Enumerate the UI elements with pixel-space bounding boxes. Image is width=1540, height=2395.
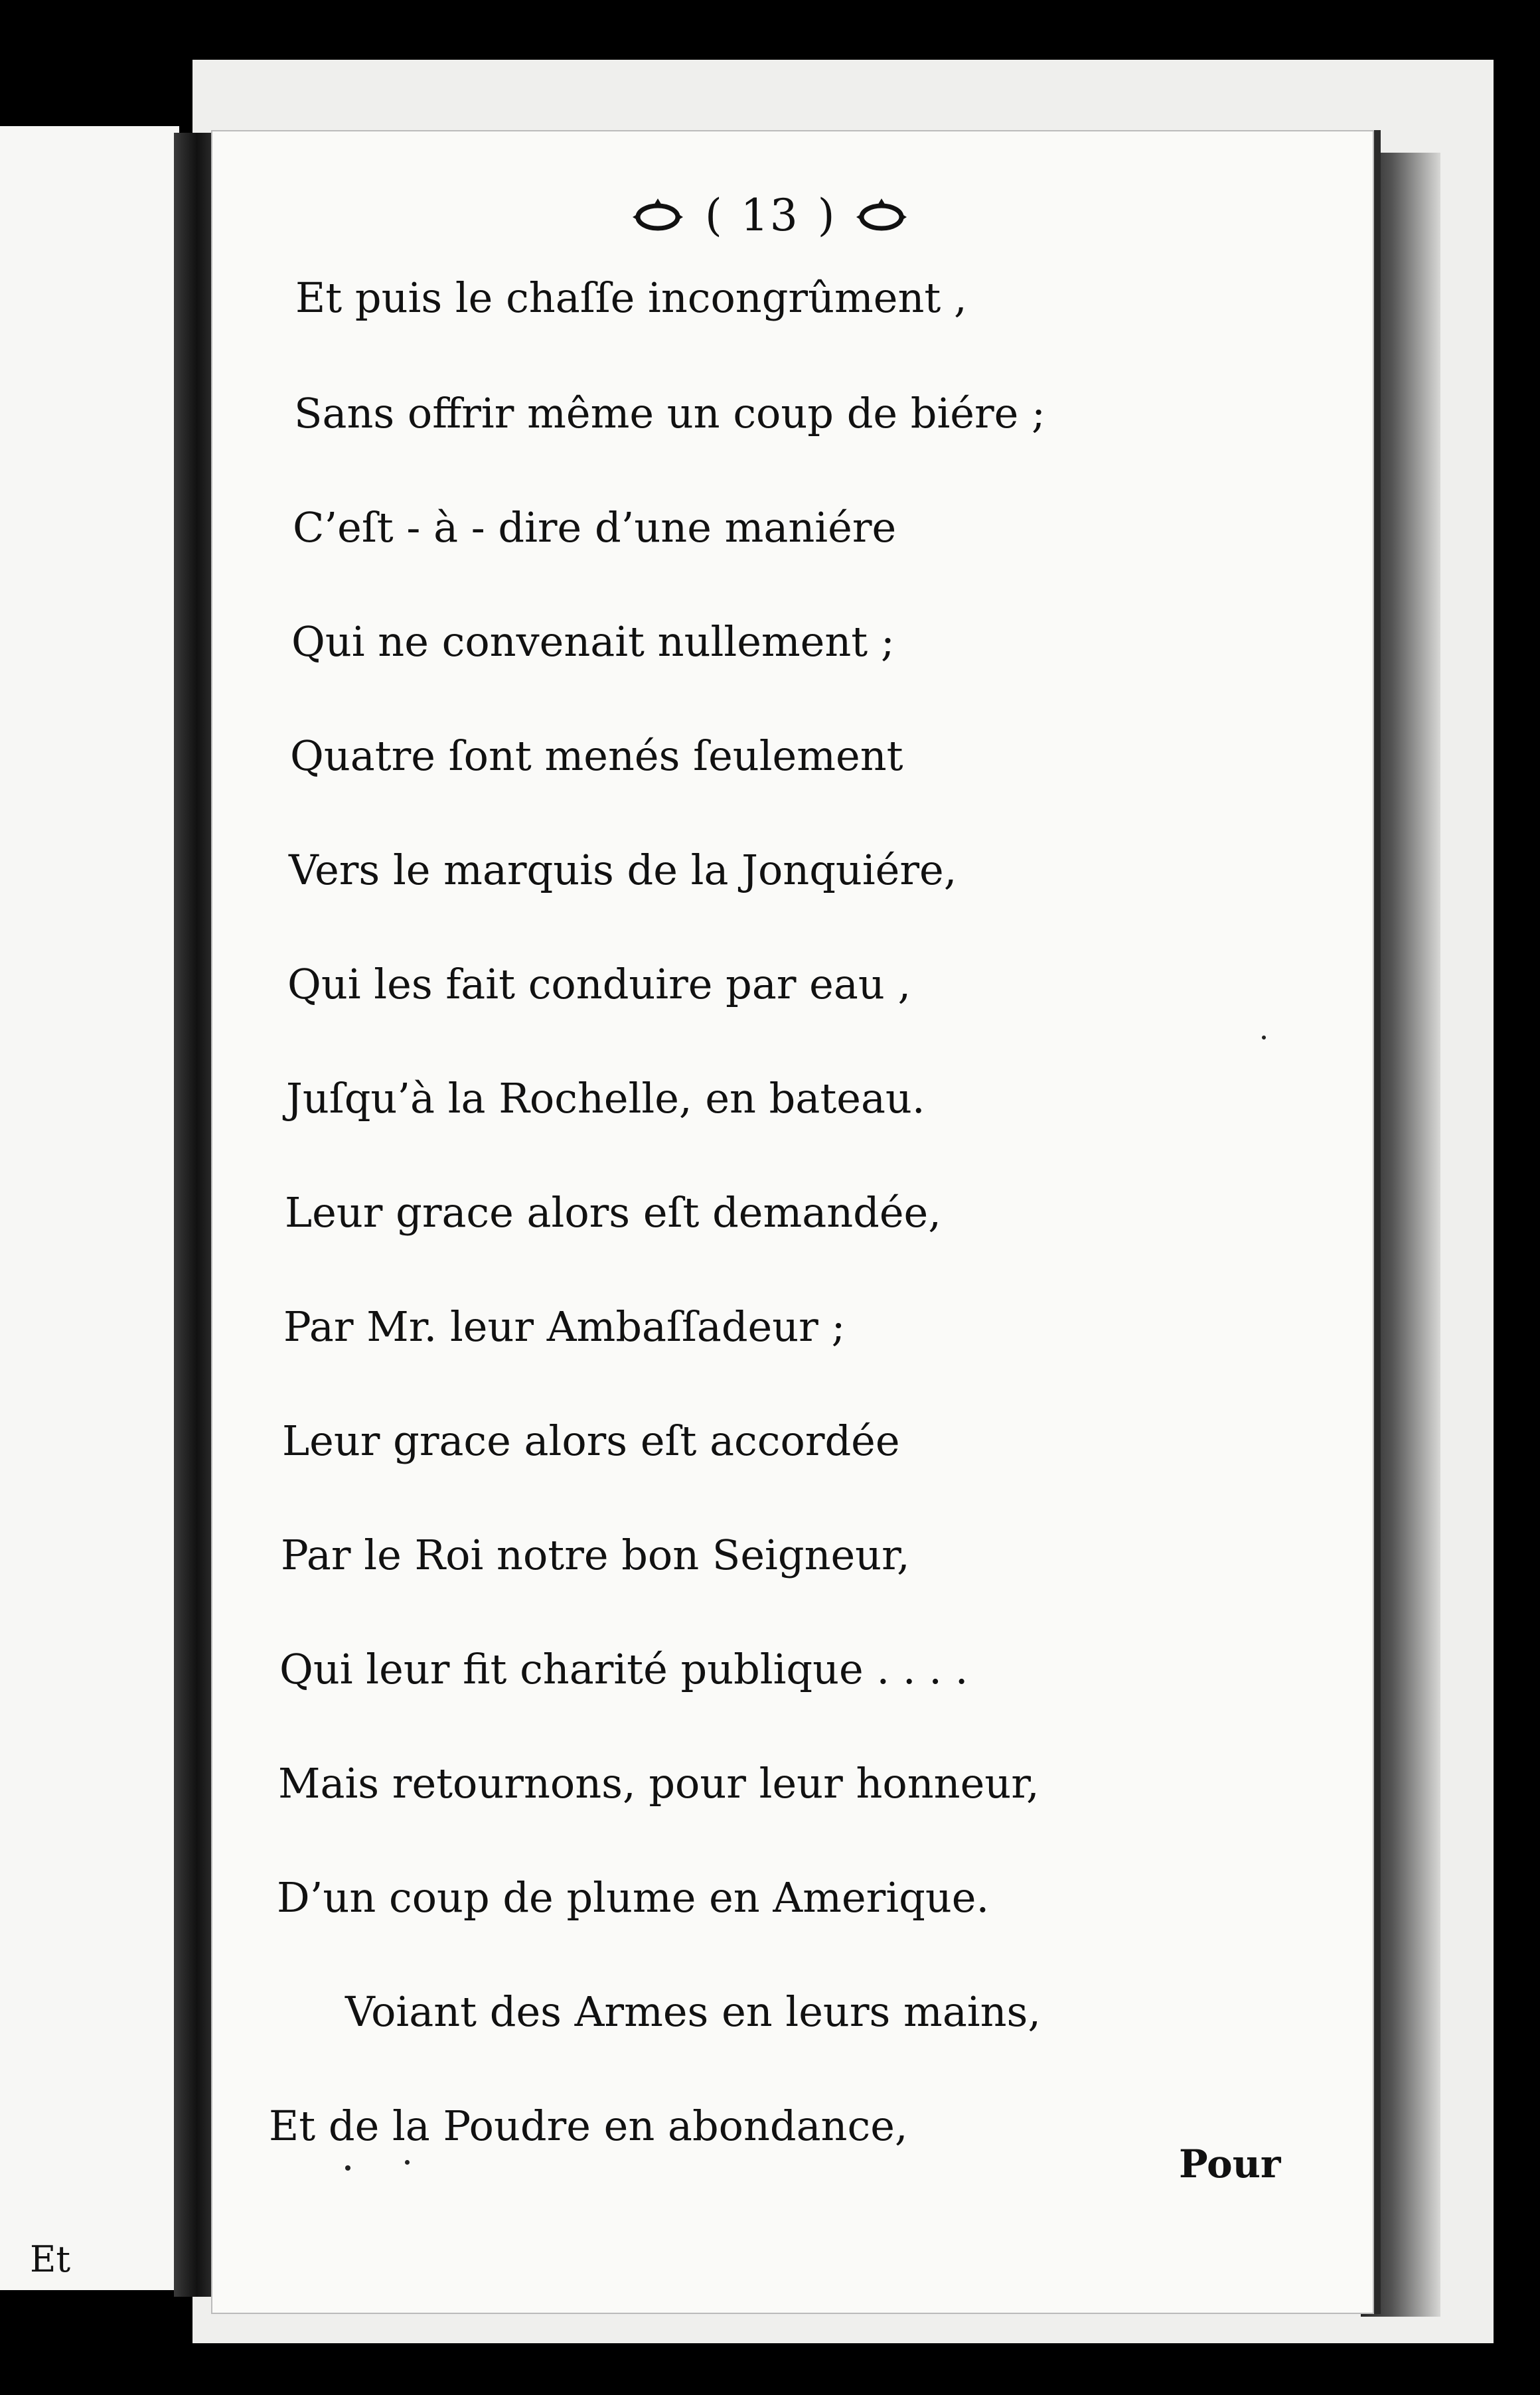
left-ornament-icon xyxy=(629,196,686,236)
verse-line-12: Par le Roi notre bon Seigneur, xyxy=(281,1531,910,1579)
verse-line-3: C’eſt - à - dire d’une maniére xyxy=(293,503,897,552)
page-number: 13 xyxy=(740,190,799,241)
verse-line-5: Quatre ſont menés ſeulement xyxy=(290,732,903,780)
verse-line-15: D’un coup de plume en Amerique. xyxy=(277,1873,990,1922)
verse-line-8: Juſqu’à la Rochelle, en bateau. xyxy=(286,1074,925,1122)
verse-line-6: Vers le marquis de la Jonquiére, xyxy=(289,846,957,894)
verse-line-7: Qui les fait conduire par eau , xyxy=(287,960,911,1008)
verse-line-4: Qui ne convenait nullement ; xyxy=(291,617,895,666)
right-ornament-icon xyxy=(853,196,910,236)
left-page-catchword: Et xyxy=(30,2238,71,2280)
page-number-close: ) xyxy=(817,190,835,241)
verse-line-11: Leur grace alors eſt accordée xyxy=(282,1417,900,1465)
page-number-open: ( xyxy=(705,190,722,241)
page-header xyxy=(629,190,910,241)
ink-speck xyxy=(405,2160,410,2165)
ink-speck xyxy=(345,2165,350,2171)
page-catchword: Pour xyxy=(1179,2141,1281,2187)
verse-line-2: Sans offrir même un coup de biére ; xyxy=(294,389,1045,437)
verse-line-13: Qui leur fit charité publique . . . . xyxy=(279,1645,968,1693)
verse-line-9: Leur grace alors eſt demandée, xyxy=(285,1188,941,1237)
verse-line-16: Voiant des Armes en leurs mains, xyxy=(345,1987,1041,2036)
verse-line-10: Par Mr. leur Ambaſſadeur ; xyxy=(283,1302,846,1351)
verse-line-17: Et de la Poudre en abondance, xyxy=(269,2102,908,2150)
ink-speck xyxy=(1262,1036,1266,1040)
book-gutter xyxy=(174,133,212,2297)
verse-line-14: Mais retournons, pour leur honneur, xyxy=(278,1759,1040,1808)
left-page xyxy=(0,126,179,2290)
verse-line-1: Et puis le chaſſe incongrûment , xyxy=(295,273,967,322)
